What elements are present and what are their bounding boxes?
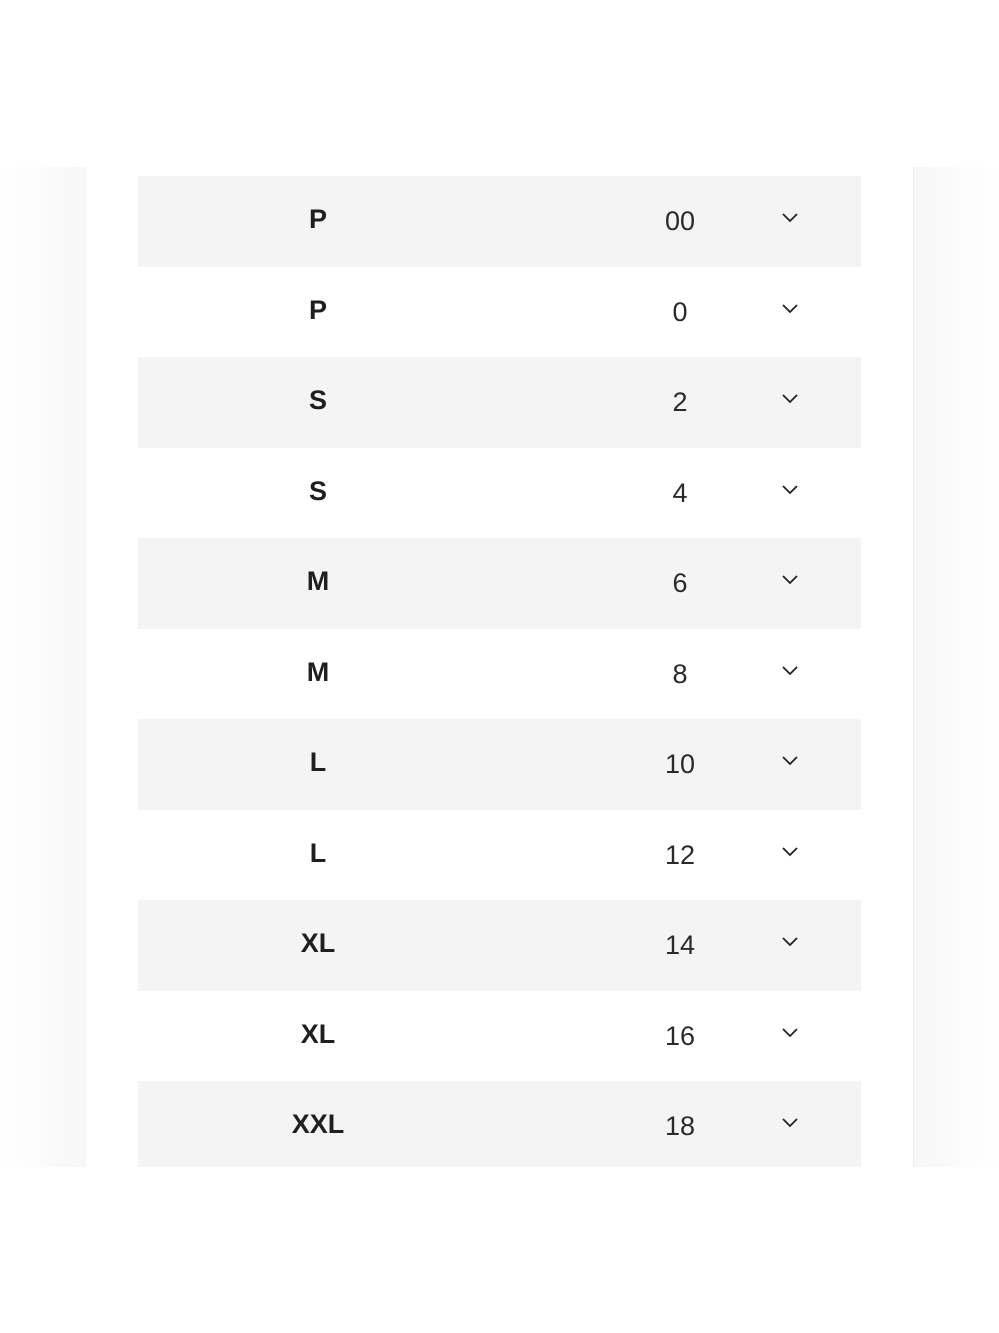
chevron-down-icon[interactable]: [781, 302, 799, 316]
size-letter: L: [309, 837, 327, 868]
size-number: 2: [672, 387, 688, 417]
chevron-down-icon[interactable]: [781, 1026, 799, 1040]
size-row-p-0[interactable]: [138, 267, 861, 358]
size-row-xl-16[interactable]: [138, 991, 861, 1082]
chevron-down-icon[interactable]: [781, 754, 799, 768]
size-row-l-10[interactable]: [138, 719, 861, 810]
size-number: 6: [672, 568, 688, 598]
size-row-p-00[interactable]: [138, 176, 861, 267]
chevron-down-icon[interactable]: [781, 664, 799, 678]
size-number: 8: [672, 658, 688, 689]
chevron-down-icon[interactable]: [781, 483, 799, 497]
size-row-s-4[interactable]: [138, 448, 861, 539]
size-row-xl-14[interactable]: [138, 900, 861, 991]
chevron-down-icon[interactable]: [781, 845, 799, 859]
chevron-down-icon[interactable]: [781, 935, 799, 949]
size-letter: M: [306, 566, 330, 596]
size-number: 00: [664, 206, 696, 236]
size-number: 0: [672, 296, 688, 327]
right-edge-shade: [913, 167, 999, 1167]
size-number: 12: [664, 839, 696, 870]
size-row-xxl-18[interactable]: [138, 1081, 861, 1167]
size-letter: L: [309, 747, 327, 777]
chevron-down-icon[interactable]: [781, 573, 799, 587]
size-row-m-8[interactable]: [138, 629, 861, 720]
size-letter: XL: [300, 928, 336, 958]
size-letter: S: [308, 385, 327, 415]
size-number: 10: [664, 749, 696, 779]
size-row-s-2[interactable]: [138, 357, 861, 448]
size-letter: P: [308, 294, 327, 325]
size-letter: S: [308, 475, 327, 506]
size-letter: M: [306, 656, 330, 687]
size-number: 4: [672, 477, 688, 508]
chevron-down-icon[interactable]: [781, 1116, 799, 1130]
chevron-down-icon[interactable]: [781, 211, 799, 225]
size-number: 16: [664, 1020, 696, 1051]
size-letter: XL: [300, 1018, 336, 1049]
left-edge-shade: [0, 167, 86, 1167]
size-chart-table: [138, 176, 861, 1167]
size-number: 14: [664, 930, 696, 960]
size-row-l-12[interactable]: [138, 810, 861, 901]
chevron-down-icon[interactable]: [781, 392, 799, 406]
size-letter: XXL: [291, 1109, 345, 1139]
size-letter: P: [308, 204, 327, 234]
size-row-m-6[interactable]: [138, 538, 861, 629]
size-number: 18: [664, 1111, 696, 1141]
